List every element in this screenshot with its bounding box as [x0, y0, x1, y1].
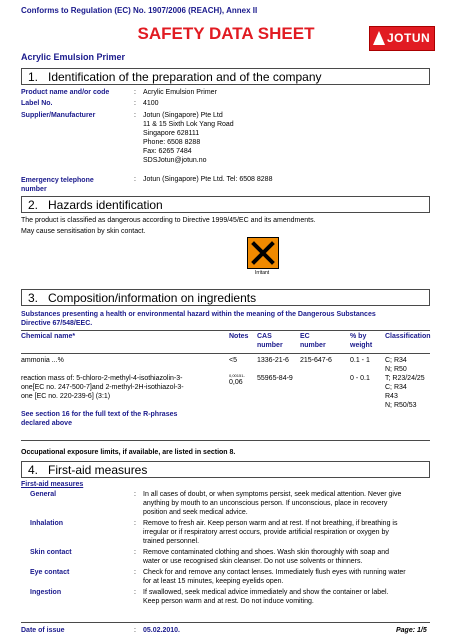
- general-text: In all cases of doubt, or when symptoms persist, seek medical attention. Never give anything by mouth to an unconscious person. If unconscious, place in recovery position and seek medical advice.: [143, 491, 402, 516]
- row2-classification: T; R23/24/25 C; R34 R43 N; R50/53: [385, 375, 425, 409]
- col-pct: % by weight: [350, 333, 373, 349]
- skin-contact-text: Remove contaminated clothing and shoes. Wash skin thoroughly with soap and water or use recognised skin cleanser. Do not use solvents or thinners.: [143, 549, 390, 565]
- section-3-heading: 3. Composition/information on ingredients: [21, 289, 430, 306]
- supplier-address: Jotun (Singapore) Pte Ltd 11 & 15 Sixth Lok Yang Road Singapore 628111 Phone: 6508 8288 Fax: 6265 7484 SDSJotun@jotun.no: [143, 112, 234, 164]
- irritant-x-icon: [247, 237, 279, 269]
- col-chemical-name: Chemical name*: [21, 333, 76, 340]
- col-notes: Notes: [229, 333, 249, 340]
- hazard-classification-text: The product is classified as dangerous according to Directive 1999/45/EC and its amendments.: [21, 217, 316, 224]
- label-no-label: Label No.: [21, 100, 53, 107]
- row1-chemical: ammonia ...%: [21, 357, 64, 364]
- section-1-heading: 1. Identification of the preparation and of the company: [21, 68, 430, 85]
- col-cas: CAS number: [257, 333, 283, 349]
- ingestion-text: If swallowed, seek medical advice immediately and show the container or label. Keep person warm and at rest. Do not induce vomiting.: [143, 589, 389, 605]
- inhalation-text: Remove to fresh air. Keep person warm and at rest. If not breathing, if breathing is irregular or if respiratory arrest occurs, provide artificial respiration or oxygen by trained personnel.: [143, 520, 398, 545]
- row1-pct: 0.1 - 1: [350, 357, 370, 364]
- supplier-label: Supplier/Manufacturer: [21, 112, 96, 119]
- logo-ship-icon: [373, 31, 385, 45]
- row1-cas: 1336-21-6: [257, 357, 289, 364]
- row2-pct: 0 - 0.1: [350, 375, 370, 382]
- row1-classification: C; R34 N; R50: [385, 357, 407, 373]
- row2-cas: 55965-84-9: [257, 375, 293, 382]
- page-number: Page: 1/5: [396, 627, 427, 634]
- product-code-label: Product name and/or code: [21, 89, 110, 96]
- occupational-note: Occupational exposure limits, if available, are listed in section 8.: [21, 449, 236, 456]
- emergency-label: Emergency telephone number: [21, 177, 94, 193]
- row2-notes: 0,00151- 0,06: [229, 373, 245, 386]
- label-no-value: 4100: [143, 100, 159, 107]
- section-4-heading: 4. First-aid measures: [21, 461, 430, 478]
- general-label: General: [30, 491, 57, 498]
- logo-text: JOTUN: [387, 31, 431, 45]
- r-phrases-note: See section 16 for the full text of the R-phrases declared above: [21, 411, 178, 427]
- product-name: Acrylic Emulsion Primer: [21, 52, 126, 62]
- document-title: SAFETY DATA SHEET: [137, 24, 315, 43]
- jotun-logo: [369, 26, 435, 51]
- col-ec: EC number: [300, 333, 326, 349]
- skin-contact-label: Skin contact: [30, 549, 72, 556]
- date-of-issue-label: Date of issue: [21, 627, 65, 634]
- row2-chemical: reaction mass of: 5-chloro-2-methyl-4-isothiazolin-3- one[EC no. 247-500-7]and 2-methyl-2H-isothiazol-3- one [EC no. 220-239-6] (3:1): [21, 375, 184, 400]
- emergency-value: Jotun (Singapore) Pte Ltd. Tel: 6508 8288: [143, 176, 273, 183]
- col-classification: Classification: [385, 333, 431, 340]
- eye-contact-text: Check for and remove any contact lenses. Immediately flush eyes with running water for at least 15 minutes, keeping eyelids open.: [143, 569, 406, 585]
- first-aid-subheading: First-aid measures: [21, 481, 84, 488]
- row1-ec: 215-647-6: [300, 357, 332, 364]
- row1-notes: <5: [229, 357, 237, 364]
- date-of-issue-value: 05.02.2010.: [143, 627, 180, 634]
- hazard-sensitisation-text: May cause sensitisation by skin contact.: [21, 228, 146, 235]
- inhalation-label: Inhalation: [30, 520, 64, 527]
- section-2-heading: 2. Hazards identification: [21, 196, 430, 213]
- irritant-label: Irritant: [255, 270, 270, 276]
- eye-contact-label: Eye contact: [30, 569, 70, 576]
- regulation-note: Conforms to Regulation (EC) No. 1907/2006 (REACH), Annex II: [21, 6, 258, 15]
- product-code-value: Acrylic Emulsion Primer: [143, 89, 217, 96]
- ingestion-label: Ingestion: [30, 589, 62, 596]
- composition-intro: Substances presenting a health or environmental hazard within the meaning of the Dangerous Substances Directive 67/548/EEC.: [21, 311, 376, 327]
